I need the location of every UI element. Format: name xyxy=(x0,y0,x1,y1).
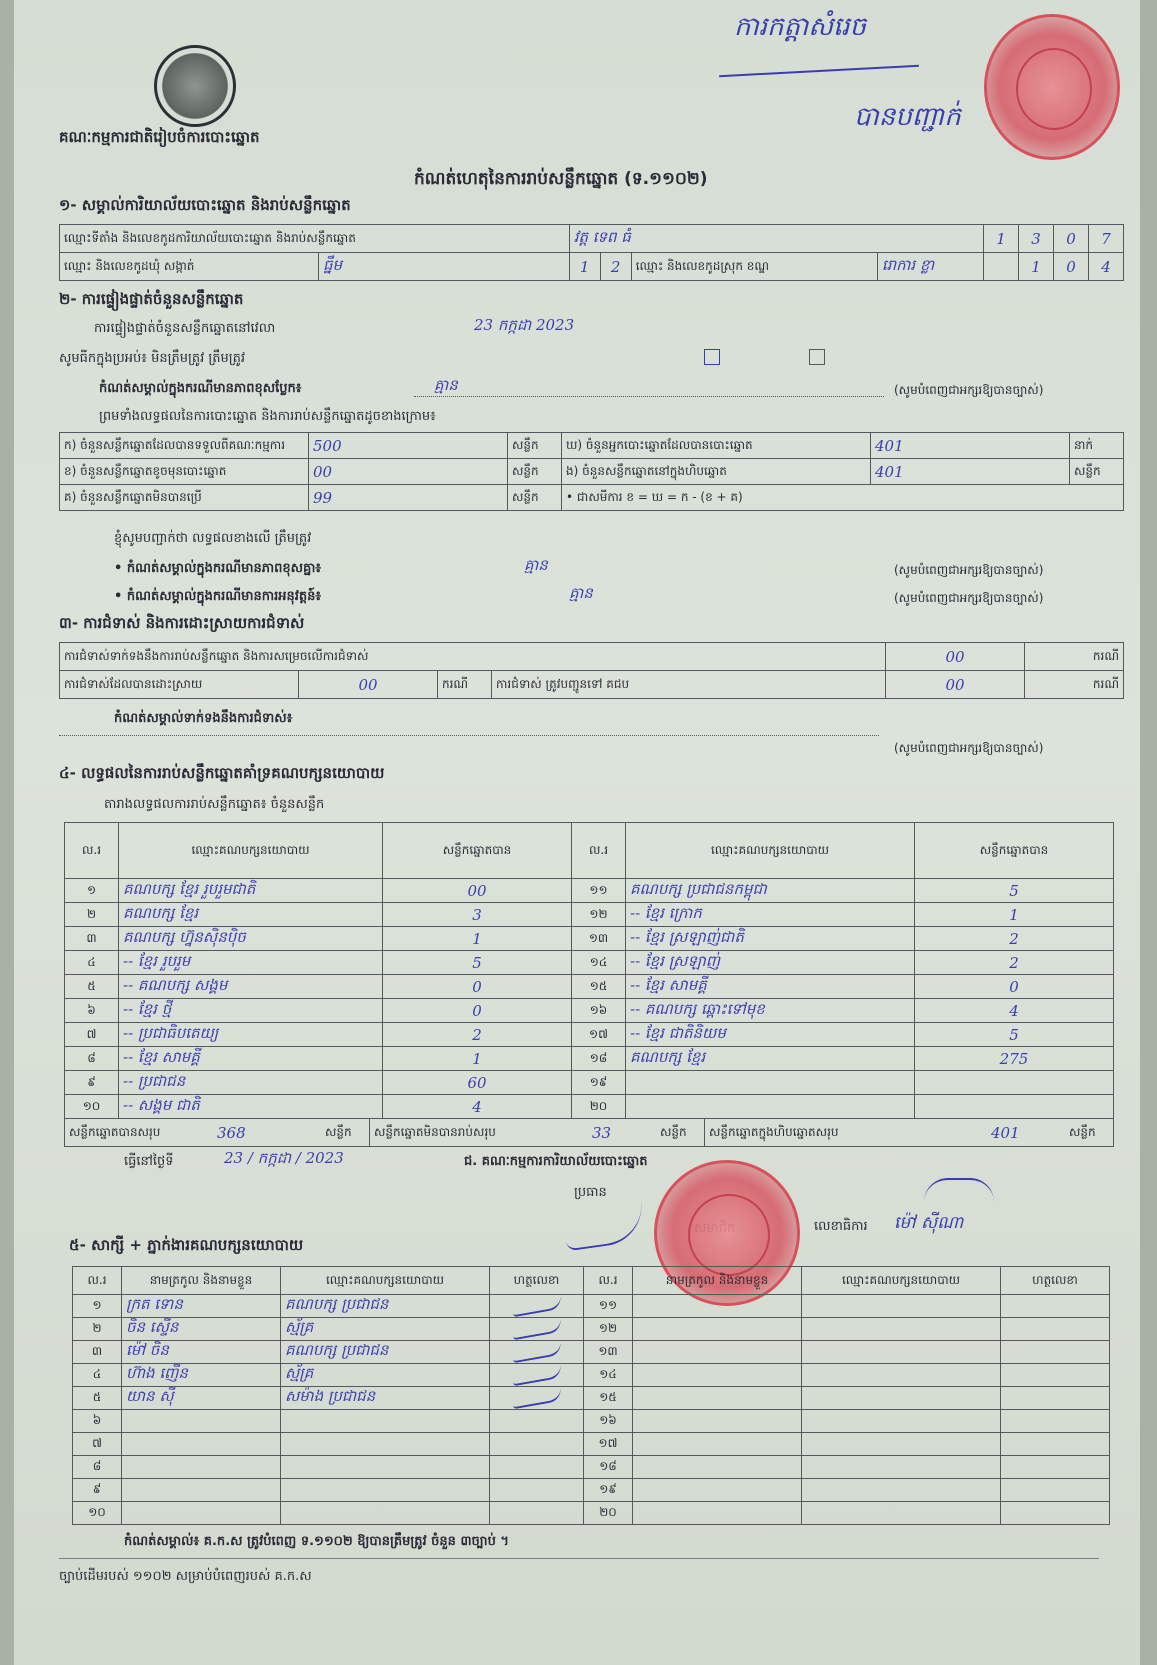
footer-note: កំណត់សម្គាល់៖ គ.ក.ស ត្រូវបំពេញ ទ.១១០២ ឱ្យបានត្រឹមត្រូវ ចំនួន ៣ច្បាប់ ។ xyxy=(124,1534,509,1549)
party-row xyxy=(65,999,1114,1023)
witness-no: ២០ xyxy=(584,1502,633,1525)
party-name: -- ខ្មែរ ស្រឡាញ់ xyxy=(626,951,915,975)
site-code-digit: 3 xyxy=(1019,225,1054,253)
col-party-header: ឈ្មោះគណបក្សនយោបាយ xyxy=(626,823,915,879)
party-no: ២ xyxy=(65,903,119,927)
witness-party xyxy=(281,1502,490,1525)
top-note-1: ការកត្តាសំរេច xyxy=(734,12,867,42)
col-name-header: នាមត្រកូល និងនាមខ្លួន xyxy=(633,1267,802,1295)
witness-party xyxy=(281,1456,490,1479)
witness-party: គណបក្ស ប្រជាជន xyxy=(281,1341,490,1364)
witness-party xyxy=(802,1318,1001,1341)
witness-row xyxy=(73,1318,1110,1341)
checkbox-correct[interactable] xyxy=(704,349,720,365)
party-no: ២០ xyxy=(572,1095,626,1119)
witness-name xyxy=(633,1456,802,1479)
party-name: គណបក្ស ហ្វ៊ុនស៊ិនប៉ិច xyxy=(119,927,383,951)
col-no-header: ល.រ xyxy=(572,823,626,879)
party-name: -- ខ្មែរ ជាតិនិយម xyxy=(626,1023,915,1047)
witness-row xyxy=(73,1433,1110,1456)
party-votes: 1 xyxy=(915,903,1114,927)
party-name: -- ខ្មែរ រួបរួម xyxy=(119,951,383,975)
witness-no: ១៦ xyxy=(584,1410,633,1433)
signature-mark xyxy=(511,1364,563,1386)
witness-party xyxy=(802,1433,1001,1456)
party-no: ១០ xyxy=(65,1095,119,1119)
section5-title: ៥- សាក្សី + ភ្នាក់ងារគណបក្សនយោបាយ xyxy=(69,1236,304,1254)
party-name: -- ខ្មែរ ស្រឡាញ់ជាតិ xyxy=(626,927,915,951)
witness-no: ៣ xyxy=(73,1341,122,1364)
witness-name xyxy=(633,1341,802,1364)
witness-name xyxy=(633,1479,802,1502)
party-row xyxy=(65,951,1114,975)
witness-signature xyxy=(1001,1433,1110,1456)
in-box-label: ង) ចំនួនសន្លឹកឆ្នោតនៅក្នុងហិបឆ្នោត xyxy=(562,459,871,485)
voted-label: ឃ) ចំនួនអ្នកបោះឆ្នោតដែលបានបោះឆ្នោត xyxy=(562,433,871,459)
party-votes: 275 xyxy=(915,1047,1114,1071)
witness-signature xyxy=(490,1410,584,1433)
party-no: ៩ xyxy=(65,1071,119,1095)
witness-row xyxy=(73,1364,1110,1387)
fill-note: (សូមបំពេញជាអក្សរឱ្យបានច្បាស់) xyxy=(894,563,1044,577)
col-party-header: ឈ្មោះគណបក្សនយោបាយ xyxy=(281,1267,490,1295)
witness-party: ស្ម័គ្រ xyxy=(281,1364,490,1387)
section2-title: ២- ការផ្ទៀងផ្ទាត់ចំនួនសន្លឹកឆ្នោត xyxy=(59,290,244,308)
unit-label: ករណី xyxy=(1025,671,1124,699)
party-votes: 0 xyxy=(915,975,1114,999)
witness-party: សម៉ាង ប្រជាជន xyxy=(281,1387,490,1410)
witness-table xyxy=(72,1266,1110,1525)
witness-name: ចិន ស្ទើន xyxy=(122,1318,281,1341)
fill-note: (សូមបំពេញជាអក្សរឱ្យបានច្បាស់) xyxy=(894,741,1044,755)
unit-label: ករណី xyxy=(438,671,492,699)
witness-party xyxy=(281,1410,490,1433)
handwritten-underline xyxy=(719,65,919,77)
party-no: ៦ xyxy=(65,999,119,1023)
witness-name xyxy=(633,1318,802,1341)
witness-party xyxy=(802,1364,1001,1387)
witness-signature xyxy=(1001,1364,1110,1387)
witness-signature xyxy=(490,1502,584,1525)
unit-label: សន្លឹក xyxy=(321,1119,370,1147)
party-no: ១៩ xyxy=(572,1071,626,1095)
forwarded-value: 00 xyxy=(886,671,1025,699)
col-votes-header: សន្លឹកឆ្នោតបាន xyxy=(915,823,1114,879)
party-name: -- ខ្មែរ ថ្មី xyxy=(119,999,383,1023)
official-stamp-top xyxy=(984,14,1120,160)
fill-note: (សូមបំពេញជាអក្សរឱ្យបានច្បាស់) xyxy=(894,591,1044,605)
commune-code-digit: 1 xyxy=(569,253,600,281)
witness-party xyxy=(802,1502,1001,1525)
witness-name xyxy=(633,1364,802,1387)
witness-row xyxy=(73,1387,1110,1410)
verification-line: ការផ្ទៀងផ្ទាត់ចំនួនសន្លឹកឆ្នោតនៅវេលា xyxy=(94,321,276,336)
signature-chair xyxy=(561,1199,646,1252)
complaints-remark: កំណត់សម្គាល់ទាក់ទងនឹងការជំទាស់៖ xyxy=(114,711,293,726)
remark-label: កំណត់សម្គាល់ក្នុងករណីមានភាពខុសប្លែក៖ xyxy=(99,381,302,396)
party-name: គណបក្ស ខ្មែរ xyxy=(119,903,383,927)
party-no: ១៥ xyxy=(572,975,626,999)
dotted-line xyxy=(59,735,879,736)
col-sign-header: ហត្ថលេខា xyxy=(490,1267,584,1295)
witness-row xyxy=(73,1479,1110,1502)
divider xyxy=(59,1558,1099,1559)
date-label: ធ្វើនៅថ្ងៃទី xyxy=(124,1154,174,1169)
district-code-digit: 4 xyxy=(1089,253,1124,281)
witness-name: យាន ស៊ី xyxy=(122,1387,281,1410)
party-votes: 00 xyxy=(383,879,572,903)
witness-name xyxy=(122,1410,281,1433)
party-no: ១៣ xyxy=(572,927,626,951)
witness-signature xyxy=(490,1387,584,1410)
witness-no: ៧ xyxy=(73,1433,122,1456)
party-no: ១៤ xyxy=(572,951,626,975)
party-name: -- គណបក្ស ឆ្ពោះទៅមុខ xyxy=(626,999,915,1023)
witness-no: ១៨ xyxy=(584,1456,633,1479)
witness-name xyxy=(122,1433,281,1456)
witness-signature xyxy=(1001,1318,1110,1341)
witness-row xyxy=(73,1295,1110,1318)
district-label: ឈ្មោះ និងលេខកូដស្រុក ខណ្ឌ xyxy=(631,253,877,281)
emblem-icon xyxy=(154,45,236,127)
party-name: គណបក្ស ខ្មែរ រួបរួមជាតិ xyxy=(119,879,383,903)
witness-no: ១០ xyxy=(73,1502,122,1525)
party-votes: 5 xyxy=(383,951,572,975)
unit-label: សន្លឹក xyxy=(1065,1119,1114,1147)
party-no: ១៦ xyxy=(572,999,626,1023)
witness-no: ៤ xyxy=(73,1364,122,1387)
col-name-header: នាមត្រកូល និងនាមខ្លួន xyxy=(122,1267,281,1295)
witness-no: ១៧ xyxy=(584,1433,633,1456)
witness-no: ១៤ xyxy=(584,1364,633,1387)
verification-check-line: សូមធីកក្នុងប្រអប់៖ មិនត្រឹមត្រូវ ត្រឹមត្រូវ xyxy=(59,351,245,366)
difference-value: គ្មាន xyxy=(524,556,548,574)
party-row xyxy=(65,879,1114,903)
committee-name: គណៈកម្មការជាតិរៀបចំការបោះឆ្នោត xyxy=(59,128,260,146)
witness-signature xyxy=(490,1364,584,1387)
party-no: ៣ xyxy=(65,927,119,951)
col-votes-header: សន្លឹកឆ្នោតបាន xyxy=(383,823,572,879)
party-row xyxy=(65,927,1114,951)
col-party-header: ឈ្មោះគណបក្សនយោបាយ xyxy=(802,1267,1001,1295)
witness-party xyxy=(802,1295,1001,1318)
commune-value: ធ្នឹម xyxy=(319,253,570,281)
party-votes: 0 xyxy=(383,975,572,999)
date-value: 23 / កក្កដា / 2023 xyxy=(224,1149,344,1167)
party-name: -- ប្រជាជន xyxy=(119,1071,383,1095)
site-label: ឈ្មោះទីតាំង និងលេខកូដការិយាល័យបោះឆ្នោត និងរាប់សន្លឹកឆ្នោត xyxy=(60,225,570,253)
spoiled-label: ខ) ចំនួនសន្លឹកឆ្នោតខូចមុនបោះឆ្នោត xyxy=(60,459,309,485)
party-no: ១ xyxy=(65,879,119,903)
witness-name xyxy=(633,1410,802,1433)
witness-no: ៨ xyxy=(73,1456,122,1479)
party-no: ១៧ xyxy=(572,1023,626,1047)
witness-signature xyxy=(1001,1410,1110,1433)
col-no-header: ល.រ xyxy=(65,823,119,879)
total-invalid-label: សន្លឹកឆ្នោតមិនបានរាប់សរុប xyxy=(370,1119,589,1147)
unit-label: សន្លឹក xyxy=(508,485,562,511)
col-sign-header: ហត្ថលេខា xyxy=(1001,1267,1110,1295)
party-no: ៨ xyxy=(65,1047,119,1071)
witness-no: ១៥ xyxy=(584,1387,633,1410)
forwarded-label: ការជំទាស់ ត្រូវបញ្ជូនទៅ គជប xyxy=(492,671,886,699)
site-code-digit: 1 xyxy=(984,225,1019,253)
col-no-header: ល.រ xyxy=(584,1267,633,1295)
witness-name: ហ៊ាង ញើន xyxy=(122,1364,281,1387)
party-votes: 0 xyxy=(383,999,572,1023)
party-name xyxy=(626,1095,915,1119)
witness-signature xyxy=(1001,1502,1110,1525)
top-note-2: បានបញ្ជាក់ xyxy=(854,102,961,132)
party-row xyxy=(65,903,1114,927)
party-votes: 1 xyxy=(383,927,572,951)
fill-note: (សូមបំពេញជាអក្សរឱ្យបានច្បាស់) xyxy=(894,383,1044,397)
witness-no: ៩ xyxy=(73,1479,122,1502)
signature-mark xyxy=(511,1295,563,1317)
party-votes: 2 xyxy=(383,1023,572,1047)
party-votes: 2 xyxy=(915,951,1114,975)
confirm-line: ខ្ញុំសូមបញ្ជាក់ថា លទ្ធផលខាងលើ ត្រឹមត្រូវ xyxy=(114,531,312,546)
witness-signature xyxy=(1001,1341,1110,1364)
section3-title: ៣- ការជំទាស់ និងការដោះស្រាយការជំទាស់ xyxy=(59,614,305,632)
witness-party xyxy=(802,1341,1001,1364)
total-box-value: 401 xyxy=(987,1119,1065,1147)
results-summary-table xyxy=(59,432,1124,511)
checkbox-incorrect[interactable] xyxy=(809,349,825,365)
party-votes: 5 xyxy=(915,879,1114,903)
party-row xyxy=(65,975,1114,999)
spoiled-value: 00 xyxy=(309,459,508,485)
section4-title: ៤- លទ្ធផលនៃការរាប់សន្លឹកឆ្នោតគាំទ្រគណបក្សនយោបាយ xyxy=(59,764,385,782)
col-party-header: ឈ្មោះគណបក្សនយោបាយ xyxy=(119,823,383,879)
witness-signature xyxy=(1001,1456,1110,1479)
witness-no: ១៩ xyxy=(584,1479,633,1502)
party-votes: 2 xyxy=(915,927,1114,951)
witness-party: គណបក្ស ប្រជាជន xyxy=(281,1295,490,1318)
witness-signature xyxy=(490,1295,584,1318)
unused-label: គ) ចំនួនសន្លឹកឆ្នោតមិនបានប្រើ xyxy=(60,485,309,511)
remark-value: គ្មាន xyxy=(434,376,458,394)
witness-no: ២ xyxy=(73,1318,122,1341)
unused-value: 99 xyxy=(309,485,508,511)
unit-label: សន្លឹក xyxy=(1070,459,1124,485)
unit-label: សន្លឹក xyxy=(508,459,562,485)
difference-label: • កំណត់សម្គាល់ក្នុងករណីមានភាពខុសគ្នា៖ xyxy=(114,561,322,576)
witness-signature xyxy=(1001,1479,1110,1502)
witness-name xyxy=(122,1479,281,1502)
application-label: • កំណត់សម្គាល់ក្នុងករណីមានការអនុវត្តន៍៖ xyxy=(114,589,322,604)
witness-party xyxy=(802,1479,1001,1502)
district-code-digit: 1 xyxy=(1019,253,1054,281)
witness-row xyxy=(73,1341,1110,1364)
witness-signature xyxy=(490,1433,584,1456)
complaints-table xyxy=(59,642,1124,699)
witness-signature xyxy=(490,1479,584,1502)
party-row xyxy=(65,1095,1114,1119)
witness-name: ក្រត ទោន xyxy=(122,1295,281,1318)
party-votes xyxy=(915,1071,1114,1095)
total-invalid-value: 33 xyxy=(588,1119,656,1147)
unit-label: នាក់ xyxy=(1070,433,1124,459)
totals-table xyxy=(64,1118,1114,1147)
chair-label: ប្រធាន xyxy=(574,1185,607,1200)
witness-signature xyxy=(490,1341,584,1364)
complaints-label: ការជំទាស់ទាក់ទងនឹងការរាប់សន្លឹកឆ្នោត និងការសម្រេចលើការជំទាស់ xyxy=(60,643,886,671)
equation-label: • ជាសមីការ ខ = ឃ = ក - (ខ + គ) xyxy=(562,485,1124,511)
signature-mark xyxy=(511,1387,563,1409)
received-value: 500 xyxy=(309,433,508,459)
witness-name xyxy=(633,1295,802,1318)
witness-no: ៦ xyxy=(73,1410,122,1433)
voted-value: 401 xyxy=(871,433,1070,459)
party-votes: 4 xyxy=(915,999,1114,1023)
party-votes: 3 xyxy=(383,903,572,927)
form-title: កំណត់ហេតុនៃការរាប់សន្លឹកឆ្នោត (ទ.១១០២) xyxy=(414,169,708,189)
secretary-name: ម៉ៅ ស៊ីណា xyxy=(894,1213,964,1233)
party-no: ៥ xyxy=(65,975,119,999)
witness-party xyxy=(281,1433,490,1456)
witness-no: ១ xyxy=(73,1295,122,1318)
unit-label: ករណី xyxy=(1025,643,1124,671)
col-no-header: ល.រ xyxy=(73,1267,122,1295)
received-label: ក) ចំនួនសន្លឹកឆ្នោតដែលបានទទួលពីគណៈកម្មការ xyxy=(60,433,309,459)
witness-party: ស្ម័គ្រ xyxy=(281,1318,490,1341)
party-name: គណបក្ស ប្រជាជនកម្ពុជា xyxy=(626,879,915,903)
witness-party xyxy=(802,1456,1001,1479)
witness-signature xyxy=(490,1456,584,1479)
witness-no: ៥ xyxy=(73,1387,122,1410)
party-no: ១២ xyxy=(572,903,626,927)
complaints-value: 00 xyxy=(886,643,1025,671)
site-code-digit: 7 xyxy=(1089,225,1124,253)
party-votes xyxy=(915,1095,1114,1119)
party-name: -- ខ្មែរ សាមគ្គី xyxy=(119,1047,383,1071)
party-row xyxy=(65,1071,1114,1095)
witness-name xyxy=(633,1502,802,1525)
party-name xyxy=(626,1071,915,1095)
unit-label: សន្លឹក xyxy=(508,433,562,459)
section1-table xyxy=(59,224,1124,281)
party-results-table xyxy=(64,822,1114,1119)
party-no: ១១ xyxy=(572,879,626,903)
resolved-value: 00 xyxy=(299,671,438,699)
district-code-digit: 0 xyxy=(1054,253,1089,281)
signature-mark xyxy=(511,1341,563,1363)
total-box-label: សន្លឹកឆ្នោតក្នុងហិបឆ្នោតសរុប xyxy=(705,1119,988,1147)
party-no: ៤ xyxy=(65,951,119,975)
district-value: រោការ ខ្លា xyxy=(877,253,983,281)
witness-no: ១៣ xyxy=(584,1341,633,1364)
party-no: ៧ xyxy=(65,1023,119,1047)
witness-name xyxy=(633,1387,802,1410)
verification-date: 23 កក្កដា 2023 xyxy=(474,316,575,334)
witness-name xyxy=(122,1502,281,1525)
witness-party xyxy=(802,1410,1001,1433)
secretary-label: លេខាធិការ xyxy=(814,1219,868,1234)
application-value: គ្មាន xyxy=(569,584,593,602)
resolved-label: ការជំទាស់ដែលបានដោះស្រាយ xyxy=(60,671,299,699)
form-document xyxy=(14,0,1140,1665)
signature-mark xyxy=(511,1318,563,1340)
signature-secretary xyxy=(924,1178,994,1202)
witness-signature xyxy=(1001,1295,1110,1318)
unit-label: សន្លឹក xyxy=(656,1119,705,1147)
witness-signature xyxy=(490,1318,584,1341)
party-name: គណបក្ស ខ្មែរ xyxy=(626,1047,915,1071)
witness-row xyxy=(73,1502,1110,1525)
committee-signature-title: ជ. គណៈកម្មការការិយាល័យបោះឆ្នោត xyxy=(464,1154,648,1169)
site-value: វត្ត ទេព ធំ xyxy=(569,225,983,253)
total-valid-label: សន្លឹកឆ្នោតបានសរុប xyxy=(65,1119,214,1147)
party-votes: 5 xyxy=(915,1023,1114,1047)
party-votes: 1 xyxy=(383,1047,572,1071)
witness-no: ១២ xyxy=(584,1318,633,1341)
witness-name: ម៉ៅ ចិន xyxy=(122,1341,281,1364)
site-code-digit: 0 xyxy=(1054,225,1089,253)
commune-label: ឈ្មោះ និងលេខកូដឃុំ សង្កាត់ xyxy=(60,253,319,281)
party-row xyxy=(65,1047,1114,1071)
in-box-value: 401 xyxy=(871,459,1070,485)
party-name: -- ខ្មែរ ក្រោក xyxy=(626,903,915,927)
witness-name xyxy=(633,1433,802,1456)
party-no: ១៨ xyxy=(572,1047,626,1071)
witness-party xyxy=(281,1479,490,1502)
section4-intro: តារាងលទ្ធផលការរាប់សន្លឹកឆ្នោត៖ ចំនួនសន្លឹក xyxy=(104,797,325,812)
total-valid-value: 368 xyxy=(213,1119,321,1147)
witness-party xyxy=(802,1387,1001,1410)
witness-no: ១១ xyxy=(584,1295,633,1318)
witness-row xyxy=(73,1456,1110,1479)
dotted-line xyxy=(414,396,884,397)
commune-code-digit: 2 xyxy=(600,253,631,281)
party-votes: 60 xyxy=(383,1071,572,1095)
section1-title: ១- សម្គាល់ការិយាល័យបោះឆ្នោត និងរាប់សន្លឹកឆ្នោត xyxy=(59,196,351,214)
witness-name xyxy=(122,1456,281,1479)
party-name: -- ខ្មែរ សាមគ្គី xyxy=(626,975,915,999)
party-name: -- គណបក្ស សង្គម xyxy=(119,975,383,999)
party-row xyxy=(65,1023,1114,1047)
bottom-line: ច្បាប់ដើមរបស់ ១១០២ សម្រាប់បំពេញរបស់ គ.ក.ស xyxy=(59,1569,312,1584)
party-name: -- សង្គម ជាតិ xyxy=(119,1095,383,1119)
party-name: -- ប្រជាធិបតេយ្យ xyxy=(119,1023,383,1047)
results-intro: ព្រមទាំងលទ្ធផលនៃការបោះឆ្នោត និងការរាប់សន្លឹកឆ្នោតដូចខាងក្រោម៖ xyxy=(99,409,436,424)
party-votes: 4 xyxy=(383,1095,572,1119)
witness-row xyxy=(73,1410,1110,1433)
witness-signature xyxy=(1001,1387,1110,1410)
